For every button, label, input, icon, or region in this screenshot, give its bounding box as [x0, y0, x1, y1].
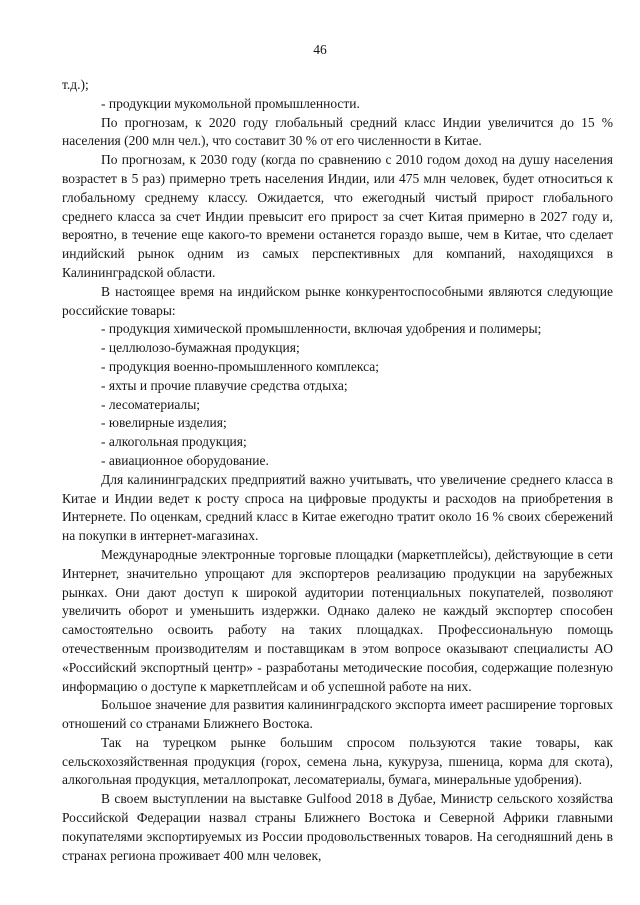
list-item: - продукция военно-промышленного комплекса;	[101, 358, 380, 374]
paragraph: Так на турецком рынке большим спросом пользуются такие товары, как сельскохозяйственная продукция (горох, семена льна, кукуруза, пшеница, корма для скота), алкогольная продукция, металлопрокат, лесоматериалы, бумага, минеральные удобрения).	[62, 734, 613, 788]
list-item: - яхты и прочие плавучие средства отдыха;	[101, 377, 348, 393]
list-item: - алкогольная продукция;	[101, 434, 247, 450]
list-item: - авиационное оборудование.	[101, 452, 269, 468]
paragraph: По прогнозам, к 2020 году глобальный средний класс Индии увеличится до 15 % населения (200 млн чел.), что составит 30 % от его численности в Китае.	[62, 114, 613, 149]
paragraph: В своем выступлении на выставке Gulfood 2018 в Дубае, Министр сельского хозяйства Российской Федерации назвал страны Ближнего Востока и Северной Африки главными покупателями экспортируемых из России продовольственных товаров. На сегодняшний день в странах региона проживает 400 млн человек,	[62, 791, 613, 863]
list-item: - лесоматериалы;	[101, 396, 201, 412]
page-number: 46	[313, 42, 327, 57]
list-item: - целлюлозо-бумажная продукция;	[101, 340, 300, 356]
list-item: - продукция химической промышленности, включая удобрения и полимеры;	[101, 321, 542, 337]
list-item: - продукции мукомольной промышленности.	[101, 95, 360, 111]
list-item: - ювелирные изделия;	[101, 415, 227, 431]
paragraph: Большое значение для развития калининградского экспорта имеет расширение торговых отношений со странами Ближнего Востока.	[62, 697, 613, 732]
document-body	[62, 76, 613, 865]
paragraph: В настоящее время на индийском рынке конкурентоспособными являются следующие российские товары:	[62, 283, 613, 318]
text-line: т.д.);	[62, 77, 89, 92]
paragraph: Для калининградских предприятий важно учитывать, что увеличение среднего класса в Китае и Индии ведет к росту спроса на цифровые продукты и расходов на приобретения в Интернете. По оценкам, средний класс в Китае ежегодно тратит около 16 % своих сбережений на покупки в интернет-магазинах.	[62, 471, 613, 544]
paragraph: Международные электронные торговые площадки (маркетплейсы), действующие в сети Интернет, значительно упрощают для экспортеров реализацию продукции на зарубежных рынках. Они дают доступ к широкой аудитории потенциальных покупателей, позволяют увеличить оборот и уменьшить издержки. Однако далеко не каждый экспортер способен самостоятельно освоить работу на таких площадках. Профессиональную помощь отечественным производителям и поставщикам в этом вопросе оказывают специалисты АО «Российский экспортный центр» - разработаны методические пособия, содержащие полезную информацию о доступе к маркетплейсам и об успешной работе на них.	[62, 546, 613, 694]
paragraph: По прогнозам, к 2030 году (когда по сравнению с 2010 годом доход на душу населения возрастет в 5 раз) примерно треть населения Индии, или 475 млн человек, будет относиться к глобальному среднему классу. Ожидается, что ежегодный чистый прирост глобального среднего класса за счет Индии превысит его прирост за счет Китая примерно в 2027 году и, вероятно, в течение еще какого-то времени останется гораздо выше, чем в Китае, что сделает индийский рынок одним из самых перспективных для компаний, находящихся в Калининградской области.	[62, 152, 613, 280]
